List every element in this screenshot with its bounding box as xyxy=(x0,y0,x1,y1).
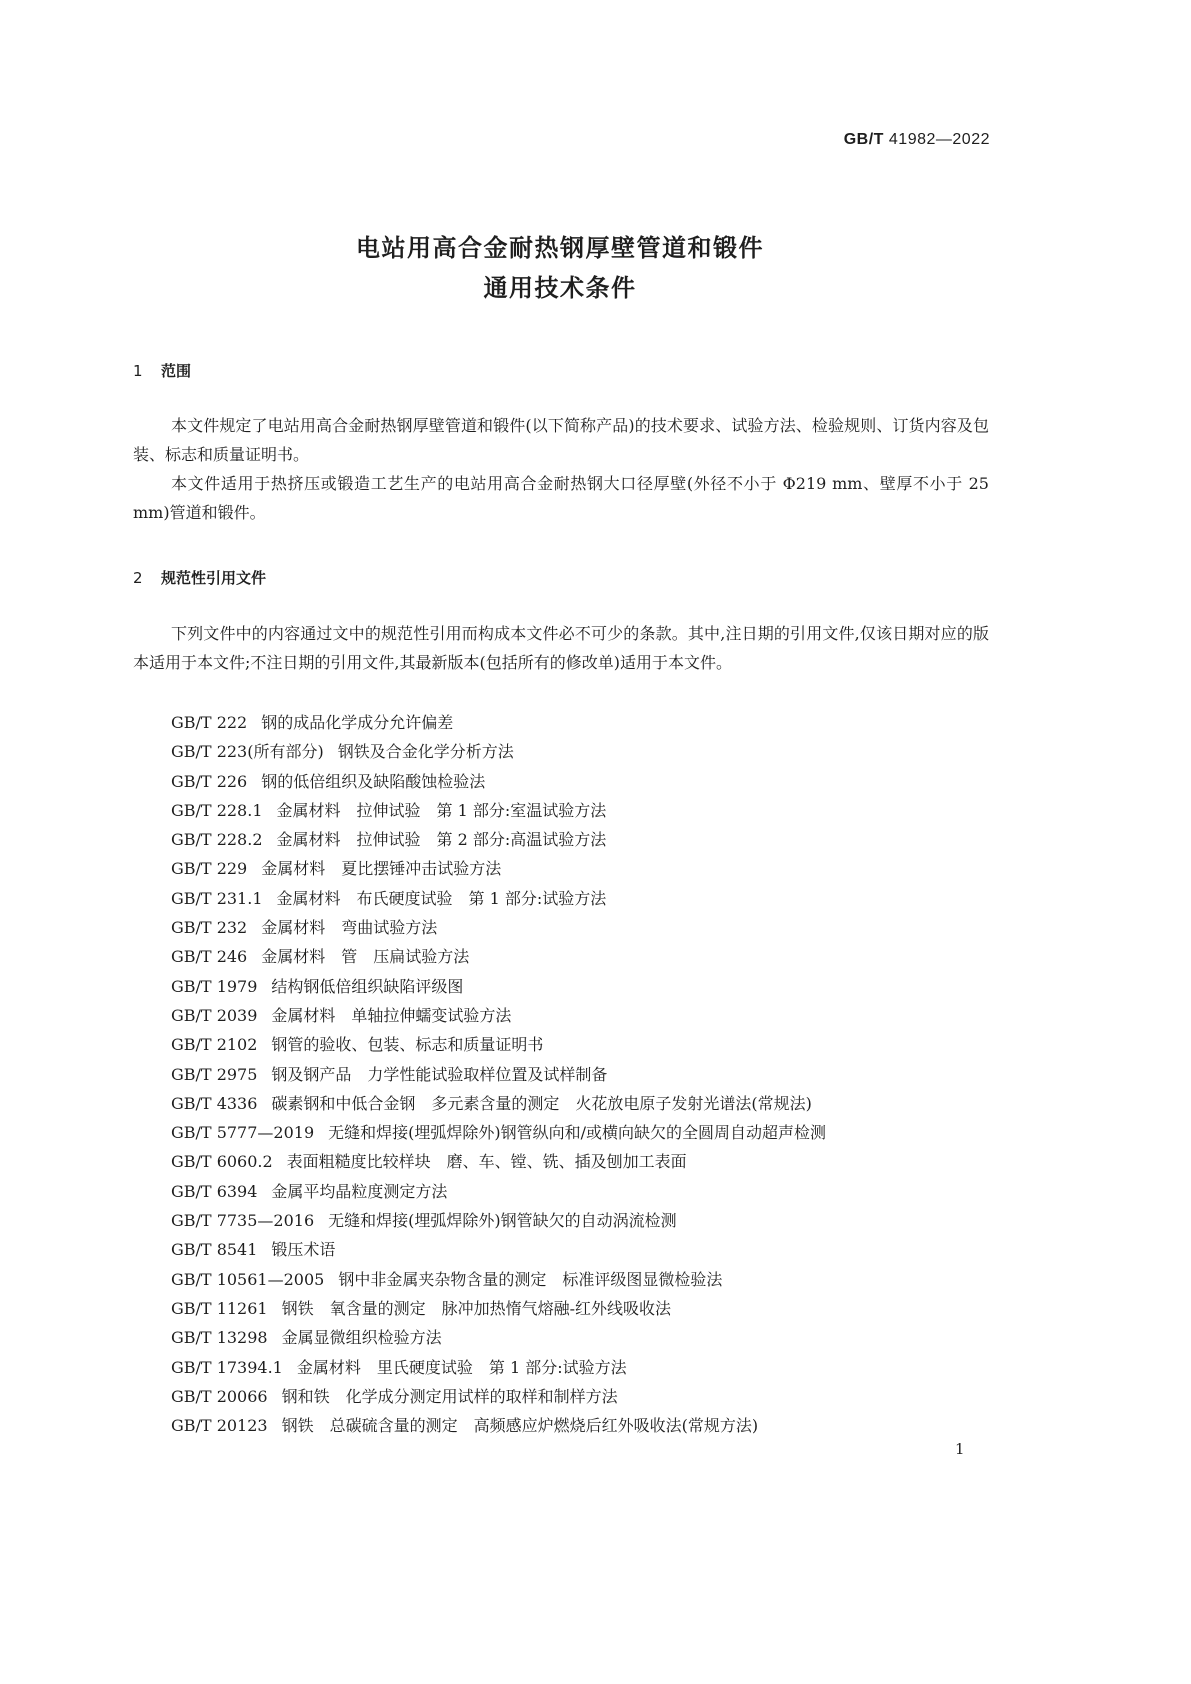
reference-item xyxy=(171,825,826,854)
reference-code: GB/T 4336 xyxy=(171,1093,258,1113)
reference-title: 钢和铁 化学成分测定用试样的取样和制样方法 xyxy=(281,1386,618,1406)
reference-code: GB/T 232 xyxy=(171,918,248,938)
reference-code: GB/T 6060.2 xyxy=(171,1152,273,1172)
reference-item xyxy=(171,767,826,796)
reference-item xyxy=(171,942,826,971)
reference-code: GB/T 13298 xyxy=(171,1328,268,1348)
reference-item xyxy=(171,1030,826,1059)
reference-item xyxy=(171,1235,826,1264)
reference-item xyxy=(171,708,826,737)
reference-code: GB/T 228.2 xyxy=(171,830,263,850)
section-2-heading xyxy=(133,567,266,588)
reference-code: GB/T 2102 xyxy=(171,1035,258,1055)
reference-item xyxy=(171,737,826,766)
reference-title: 钢管的验收、包装、标志和质量证明书 xyxy=(271,1035,544,1055)
reference-title: 金属平均晶粒度测定方法 xyxy=(271,1181,448,1201)
reference-title: 钢中非金属夹杂物含量的测定 标准评级图显微检验法 xyxy=(338,1269,723,1289)
reference-title: 表面粗糙度比较样块 磨、车、镗、铣、插及刨加工表面 xyxy=(286,1152,687,1172)
reference-code: GB/T 229 xyxy=(171,859,248,879)
reference-code: GB/T 226 xyxy=(171,771,248,791)
reference-title: 钢的成品化学成分允许偏差 xyxy=(261,713,454,732)
reference-code: GB/T 1979 xyxy=(171,976,258,996)
reference-item xyxy=(171,913,826,942)
reference-title: 金属材料 弯曲试验方法 xyxy=(261,918,438,938)
reference-code: GB/T 222 xyxy=(171,713,248,732)
reference-item xyxy=(171,972,826,1001)
section-1-heading xyxy=(133,360,191,381)
reference-title: 无缝和焊接(埋弧焊除外)钢管缺欠的自动涡流检测 xyxy=(328,1211,677,1231)
reference-code: GB/T 223(所有部分) xyxy=(171,742,324,762)
section-1-number: 1 xyxy=(133,362,143,380)
reference-item xyxy=(171,1089,826,1118)
reference-title: 金属材料 拉伸试验 第 2 部分:高温试验方法 xyxy=(276,830,607,850)
reference-code: GB/T 2039 xyxy=(171,1005,258,1025)
reference-code: GB/T 6394 xyxy=(171,1181,258,1201)
reference-code: GB/T 17394.1 xyxy=(171,1357,283,1377)
section-2-title: 规范性引用文件 xyxy=(161,569,267,587)
reference-code: GB/T 8541 xyxy=(171,1240,258,1260)
reference-title: 金属材料 拉伸试验 第 1 部分:室温试验方法 xyxy=(276,800,607,820)
reference-title: 钢的低倍组织及缺陷酸蚀检验法 xyxy=(261,771,486,791)
reference-item xyxy=(171,1294,826,1323)
reference-item xyxy=(171,884,826,913)
reference-item xyxy=(171,1323,826,1352)
reference-code: GB/T 246 xyxy=(171,947,248,967)
reference-title: 金属材料 夏比摆锤冲击试验方法 xyxy=(261,859,502,879)
scope-paragraph-1: 本文件规定了电站用高合金耐热钢厚壁管道和锻件(以下简称产品)的技术要求、试验方法、检验规则、订货内容及包装、标志和质量证明书。 xyxy=(133,416,989,464)
reference-title: 金属显微组织检验方法 xyxy=(281,1328,442,1348)
page-number: 1 xyxy=(955,1440,965,1458)
document-title-line-2: 通用技术条件 xyxy=(483,274,637,302)
normative-references-list xyxy=(171,708,826,1440)
reference-item xyxy=(171,1206,826,1235)
scope-paragraph-2: 本文件适用于热挤压或锻造工艺生产的电站用高合金耐热钢大口径厚壁(外径不小于 Φ219 mm、壁厚不小于 25 mm)管道和锻件。 xyxy=(133,474,989,522)
reference-item xyxy=(171,1411,826,1440)
document-title-line-1: 电站用高合金耐热钢厚壁管道和锻件 xyxy=(356,234,764,262)
reference-title: 碳素钢和中低合金钢 多元素含量的测定 火花放电原子发射光谱法(常规法) xyxy=(271,1093,812,1113)
reference-code: GB/T 2975 xyxy=(171,1064,258,1084)
standard-code-number: 41982—2022 xyxy=(888,131,990,148)
reference-code: GB/T 231.1 xyxy=(171,888,263,908)
reference-code: GB/T 10561—2005 xyxy=(171,1269,325,1289)
standard-code-prefix: GB/T xyxy=(843,131,884,148)
reference-code: GB/T 11261 xyxy=(171,1298,268,1318)
reference-title: 金属材料 布氏硬度试验 第 1 部分:试验方法 xyxy=(276,888,607,908)
reference-item xyxy=(171,1382,826,1411)
reference-title: 无缝和焊接(埋弧焊除外)钢管纵向和/或横向缺欠的全圆周自动超声检测 xyxy=(328,1123,827,1143)
references-intro-paragraph: 下列文件中的内容通过文中的规范性引用而构成本文件必不可少的条款。其中,注日期的引用文件,仅该日期对应的版本适用于本文件;不注日期的引用文件,其最新版本(包括所有的修改单)适用于本文件。 xyxy=(133,624,989,672)
reference-item xyxy=(171,796,826,825)
reference-item xyxy=(171,1265,826,1294)
reference-title: 锻压术语 xyxy=(271,1240,336,1260)
reference-code: GB/T 228.1 xyxy=(171,800,263,820)
reference-code: GB/T 5777—2019 xyxy=(171,1123,315,1143)
reference-item xyxy=(171,1353,826,1382)
reference-title: 钢铁 总碳硫含量的测定 高频感应炉燃烧后红外吸收法(常规方法) xyxy=(281,1416,759,1436)
section-2-number: 2 xyxy=(133,569,143,587)
reference-code: GB/T 7735—2016 xyxy=(171,1211,315,1231)
reference-title: 钢铁及合金化学分析方法 xyxy=(337,742,514,762)
reference-item xyxy=(171,854,826,883)
reference-item xyxy=(171,1060,826,1089)
reference-title: 钢铁 氧含量的测定 脉冲加热惰气熔融-红外线吸收法 xyxy=(281,1298,672,1318)
reference-item xyxy=(171,1147,826,1176)
reference-title: 金属材料 管 压扁试验方法 xyxy=(261,947,470,967)
reference-title: 结构钢低倍组织缺陷评级图 xyxy=(271,976,464,996)
section-1-title: 范围 xyxy=(161,362,192,380)
reference-item xyxy=(171,1001,826,1030)
reference-title: 金属材料 单轴拉伸蠕变试验方法 xyxy=(271,1005,512,1025)
reference-code: GB/T 20066 xyxy=(171,1386,268,1406)
reference-title: 钢及钢产品 力学性能试验取样位置及试样制备 xyxy=(271,1064,608,1084)
reference-item xyxy=(171,1177,826,1206)
standard-code xyxy=(844,131,990,149)
reference-code: GB/T 20123 xyxy=(171,1416,268,1436)
reference-title: 金属材料 里氏硬度试验 第 1 部分:试验方法 xyxy=(296,1357,627,1377)
reference-item xyxy=(171,1118,826,1147)
